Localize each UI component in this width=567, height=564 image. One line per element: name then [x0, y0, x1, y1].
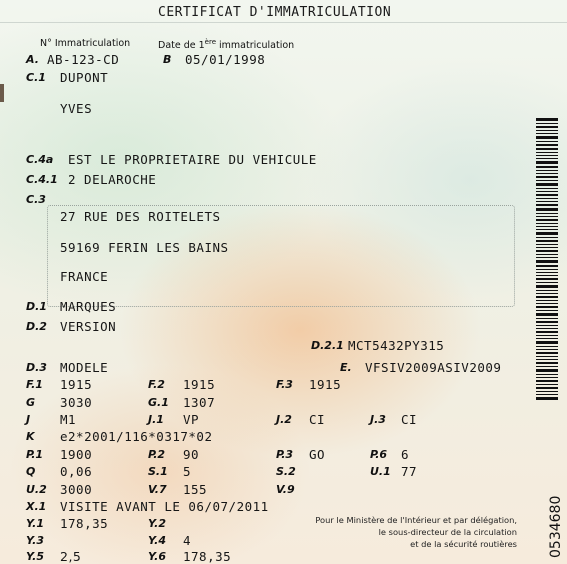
field-c41-label: C.4.1 [26, 173, 58, 186]
barcode-bar [536, 352, 558, 354]
barcode-bar [536, 325, 558, 326]
barcode-bar [536, 191, 558, 192]
field-y5-value: 2,5 [60, 549, 82, 564]
field-d3-label: D.3 [26, 361, 47, 374]
field-k-label: K [26, 430, 35, 443]
ministry-notice [315, 514, 517, 550]
immat-caption: N° Immatriculation [40, 38, 131, 49]
field-c41-value: 2 DELAROCHE [68, 172, 157, 187]
field-y2-label: Y.2 [148, 517, 166, 530]
notice-line-1: Pour le Ministère de l'Intérieur et par délégation, [315, 515, 517, 525]
barcode-bar [536, 216, 558, 217]
field-q-value: 0,06 [60, 464, 93, 479]
barcode-bar [536, 313, 558, 316]
barcode-bar [536, 359, 558, 360]
barcode-bar [536, 335, 558, 336]
field-p6-value: 6 [401, 447, 410, 462]
address-line-2: 59169 FERIN LES BAINS [60, 240, 229, 255]
barcode-bar [536, 254, 558, 255]
field-p2-label: P.2 [148, 448, 166, 461]
barcode-bar [536, 387, 558, 389]
barcode-bar [536, 293, 558, 294]
field-g-label: G [26, 396, 36, 409]
barcode-bar [536, 176, 558, 178]
barcode-bar [536, 310, 558, 311]
address-line-3: FRANCE [60, 269, 109, 284]
barcode-bar [536, 158, 558, 159]
barcode-bar [536, 130, 558, 131]
field-x1-label: X.1 [26, 500, 47, 513]
barcode-bar [536, 148, 558, 150]
field-c1-value: DUPONT [60, 70, 109, 85]
field-p1-value: 1900 [60, 447, 93, 462]
field-q-label: Q [26, 465, 36, 478]
barcode-bar [536, 285, 558, 288]
barcode-bar [536, 155, 558, 156]
barcode-bar [536, 397, 558, 400]
barcode-bar [536, 391, 558, 392]
field-p1-label: P.1 [26, 448, 44, 461]
barcode-bar [536, 377, 558, 378]
barcode-bar [536, 331, 558, 333]
field-c4a-value: EST LE PROPRIETAIRE DU VEHICULE [68, 152, 317, 167]
notice-line-3: et de la sécurité routières [410, 539, 517, 549]
barcode-bar [536, 260, 558, 263]
field-v7-value: 155 [183, 482, 208, 497]
field-e-label: E. [340, 361, 352, 374]
barcode-bar [536, 204, 558, 206]
field-s1-label: S.1 [148, 465, 168, 478]
barcode-bar [536, 166, 558, 168]
field-y4-label: Y.4 [148, 534, 166, 547]
serial-number: 0534680 [548, 495, 564, 558]
barcode-bar [536, 362, 558, 364]
document-title: CERTIFICAT D'IMMATRICULATION [158, 5, 392, 20]
field-b-label: B [163, 53, 172, 66]
field-d2-value: VERSION [60, 319, 117, 334]
barcode-bar [536, 183, 558, 186]
barcode-bar [536, 136, 558, 139]
barcode-bar [536, 296, 558, 298]
barcode-bar [536, 232, 558, 235]
field-f1-value: 1915 [60, 377, 93, 392]
barcode-bar [536, 213, 558, 214]
field-j3-value: CI [401, 412, 418, 427]
field-j3-label: J.3 [370, 413, 386, 426]
barcode-bar [536, 257, 558, 258]
field-x1-value: VISITE AVANT LE 06/07/2011 [60, 499, 269, 514]
barcode-bar [536, 269, 558, 270]
field-u1-value: 77 [401, 464, 418, 479]
field-p2-value: 90 [183, 447, 200, 462]
barcode-bar [536, 341, 558, 344]
field-k-value: e2*2001/116*0317*02 [60, 429, 213, 444]
address-line-1: 27 RUE DES ROITELETS [60, 209, 221, 224]
field-d3-value: MODELE [60, 360, 109, 375]
barcode-bar [536, 384, 558, 385]
barcode-bar [536, 369, 558, 372]
field-f3-value: 1915 [309, 377, 342, 392]
field-d2-label: D.2 [26, 320, 47, 333]
barcode-bar [536, 328, 558, 329]
field-y3-label: Y.3 [26, 534, 44, 547]
field-y5-label: Y.5 [26, 550, 44, 563]
barcode-bar [536, 338, 558, 339]
barcode-bar [536, 133, 558, 134]
barcode-bar [536, 126, 558, 128]
field-j-value: M1 [60, 412, 77, 427]
barcode-bar [536, 237, 558, 238]
field-j1-label: J.1 [148, 413, 164, 426]
barcode-bar [536, 144, 558, 146]
field-j-label: J [26, 413, 31, 426]
barcode-bar [536, 123, 558, 124]
title-divider [0, 22, 567, 23]
field-f3-label: F.3 [276, 378, 293, 391]
field-e-value: VFSIV2009ASIV2009 [365, 360, 502, 375]
first-registration-caption: Date de 1ère immatriculation [158, 38, 295, 52]
field-v7-label: V.7 [148, 483, 167, 496]
field-y6-value: 178,35 [183, 549, 232, 564]
barcode-bar [536, 282, 558, 283]
barcode-bar [536, 194, 558, 196]
barcode-bar [536, 226, 558, 227]
barcode-bar [536, 240, 558, 242]
barcode-bar [536, 229, 558, 230]
barcode-bar [536, 290, 558, 291]
barcode-bar [536, 366, 558, 367]
field-d21-value: MCT5432PY315 [348, 338, 445, 353]
barcode-bar [536, 180, 558, 181]
barcode-bar [536, 141, 558, 142]
barcode-bar [536, 244, 558, 245]
field-y6-label: Y.6 [148, 550, 166, 563]
field-g1-value: 1307 [183, 395, 216, 410]
barcode-bar [536, 275, 558, 276]
field-p6-label: P.6 [370, 448, 388, 461]
field-a-value: AB-123-CD [47, 52, 120, 67]
field-j1-value: VP [183, 412, 200, 427]
edge-mark [0, 84, 4, 102]
barcode-bar [536, 188, 558, 189]
field-g-value: 3030 [60, 395, 93, 410]
field-y1-value: 178,35 [60, 516, 109, 531]
field-f1-label: F.1 [26, 378, 43, 391]
field-y1-label: Y.1 [26, 517, 44, 530]
barcode-bar [536, 306, 558, 308]
field-a-label: A. [26, 53, 39, 66]
barcode-bar [536, 318, 558, 319]
barcode-bar [536, 118, 558, 121]
field-u1-label: U.1 [370, 465, 391, 478]
barcode-bar [536, 349, 558, 350]
barcode-bar [536, 300, 558, 301]
field-p3-value: GO [309, 447, 326, 462]
barcode [536, 118, 558, 448]
field-p3-label: P.3 [276, 448, 294, 461]
barcode-bar [536, 170, 558, 171]
barcode-bar [536, 198, 558, 199]
barcode-bar [536, 173, 558, 174]
field-v9-label: V.9 [276, 483, 295, 496]
barcode-bar [536, 161, 558, 164]
field-g1-label: G.1 [148, 396, 169, 409]
barcode-bar [536, 272, 558, 273]
field-c1-label: C.1 [26, 71, 46, 84]
field-b-value: 05/01/1998 [185, 52, 266, 67]
barcode-bar [536, 278, 558, 280]
field-c3-label: C.3 [26, 193, 46, 206]
barcode-bar [536, 356, 558, 357]
barcode-bar [536, 265, 558, 267]
field-s1-value: 5 [183, 464, 192, 479]
barcode-bar [536, 346, 558, 347]
barcode-bar [536, 303, 558, 304]
field-j2-value: CI [309, 412, 326, 427]
field-d21-label: D.2.1 [311, 339, 344, 352]
field-d1-label: D.1 [26, 300, 47, 313]
field-c4a-label: C.4a [26, 153, 54, 166]
field-s2-label: S.2 [276, 465, 296, 478]
barcode-bar [536, 394, 558, 395]
field-d1-value: MARQUES [60, 299, 117, 314]
barcode-bar [536, 219, 558, 221]
barcode-bar [536, 152, 558, 153]
barcode-bar [536, 208, 558, 211]
field-u2-label: U.2 [26, 483, 47, 496]
barcode-bar [536, 201, 558, 202]
field-y4-value: 4 [183, 533, 192, 548]
field-c1-value2: YVES [60, 101, 93, 116]
barcode-bar [536, 250, 558, 252]
barcode-bar [536, 374, 558, 375]
field-f2-value: 1915 [183, 377, 216, 392]
field-f2-label: F.2 [148, 378, 165, 391]
field-j2-label: J.2 [276, 413, 292, 426]
barcode-bar [536, 223, 558, 224]
barcode-bar [536, 321, 558, 323]
barcode-bar [536, 247, 558, 248]
field-u2-value: 3000 [60, 482, 93, 497]
notice-line-2: le sous-directeur de la circulation [378, 527, 517, 537]
barcode-bar [536, 380, 558, 382]
